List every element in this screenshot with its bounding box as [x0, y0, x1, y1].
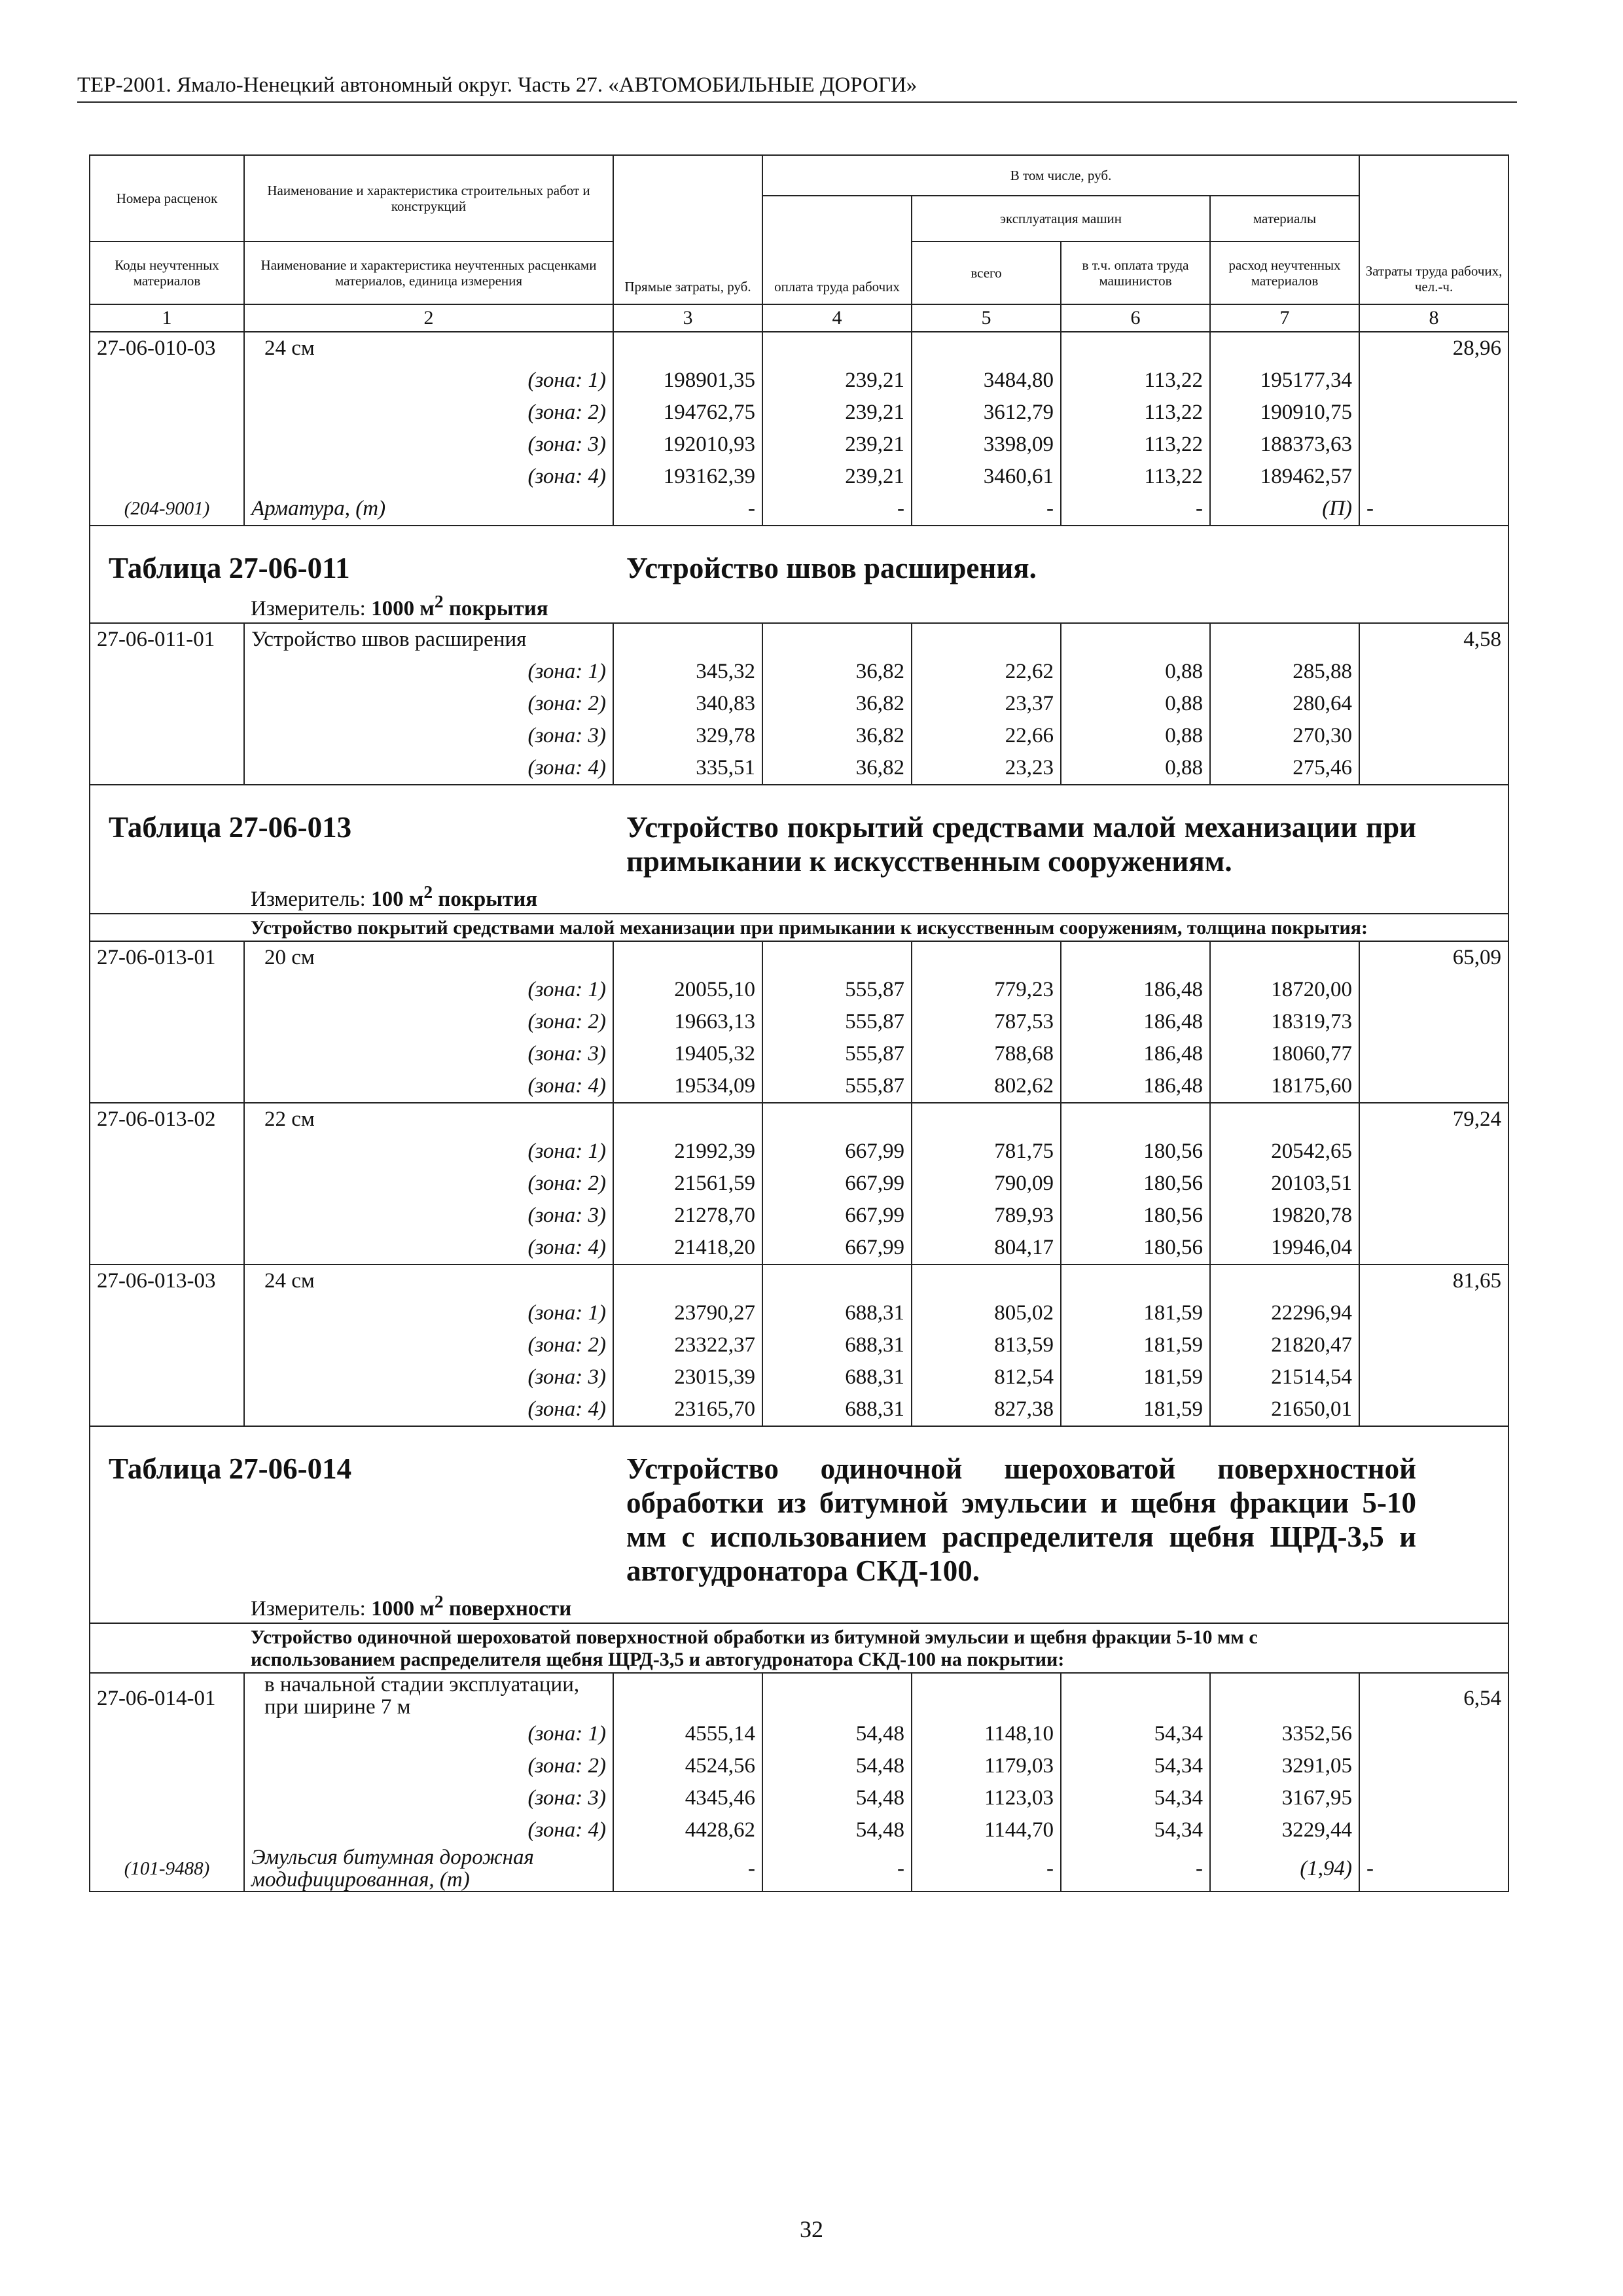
rate-name: 24 см: [244, 332, 613, 365]
zone-row: (зона: 2) 194762,75 239,21 3612,79 113,22 190910,75: [90, 397, 1508, 429]
zone-row: (зона: 1) 23790,27 688,31 805,02 181,59 22296,94: [90, 1297, 1508, 1329]
table-27-06-014: [90, 1426, 1508, 1892]
header-col2-top: Наименование и характеристика строительных работ и конструкций: [244, 155, 613, 242]
col-number: 5: [912, 304, 1061, 332]
zone-row: (зона: 4) 4428,62 54,48 1144,70 54,34 3229,44: [90, 1814, 1508, 1846]
col-number: 7: [1210, 304, 1359, 332]
table-title: Устройство покрытий средствами малой механизации при примыкании к искусственным сооружениям.: [626, 811, 1417, 878]
measure: Измеритель: 1000 $м^2$ поверхности: [244, 1588, 1508, 1623]
zone-row: (зона: 2) 21561,59 667,99 790,09 180,56 20103,51: [90, 1168, 1508, 1200]
zone-row: (зона: 3) 329,78 36,82 22,66 0,88 270,30: [90, 720, 1508, 752]
col-number: 6: [1061, 304, 1210, 332]
rate-code: 27-06-011-01: [90, 623, 244, 656]
zone-row: (зона: 3) 23015,39 688,31 812,54 181,59 21514,54: [90, 1361, 1508, 1393]
rates-table-container: [89, 154, 1508, 1892]
rate-name: в начальной стадии эксплуатации, при ширине 7 м: [244, 1673, 613, 1718]
rate-code: 27-06-013-01: [90, 941, 244, 974]
section-description: Устройство одиночной шероховатой поверхностной обработки из битумной эмульсии и щебня фракции 5-10 мм с использованием распределителя щебня ЩРД-3,5 и автогудронатора СКД-100 на покрытии:: [244, 1623, 1508, 1673]
header-machines: эксплуатация машин: [912, 196, 1210, 242]
block-010-03: [90, 332, 1508, 526]
table-number: Таблица 27-06-013: [109, 811, 352, 844]
zone-row: (зона: 4) 335,51 36,82 23,23 0,88 275,46: [90, 752, 1508, 785]
zone-row: (зона: 3) 192010,93 239,21 3398,09 113,22 188373,63: [90, 429, 1508, 461]
rate-name: 20 см: [244, 941, 613, 974]
labor-value: 6,54: [1359, 1673, 1508, 1718]
header-materials-used: расход неучтенных материалов: [1210, 242, 1359, 304]
zone-row: (зона: 3) 21278,70 667,99 789,93 180,56 19820,78: [90, 1200, 1508, 1232]
table-number: Таблица 27-06-014: [109, 1452, 352, 1485]
header-materials: материалы: [1210, 196, 1359, 242]
zone-row: (зона: 1) 4555,14 54,48 1148,10 54,34 3352,56: [90, 1718, 1508, 1750]
measure: Измеритель: 1000 $м^2$ покрытия: [244, 588, 1508, 623]
table-27-06-013: [90, 785, 1508, 1426]
zone-row: (зона: 1) 345,32 36,82 22,62 0,88 285,88: [90, 656, 1508, 688]
labor-value: 65,09: [1359, 941, 1508, 974]
col-number: 3: [613, 304, 762, 332]
rate-code: 27-06-010-03: [90, 332, 244, 365]
zone-row: (зона: 4) 21418,20 667,99 804,17 180,56 19946,04: [90, 1232, 1508, 1265]
rate-name: 22 см: [244, 1103, 613, 1136]
material-row: (101-9488) Эмульсия битумная дорожная модифицированная, (т) - - - - (1,94) -: [90, 1846, 1508, 1892]
table-title: Устройство одиночной шероховатой поверхностной обработки из битумной эмульсии и щебня фракции 5-10 мм с использованием распределителя щебня ЩРД-3,5 и автогудронатора СКД-100.: [626, 1452, 1417, 1587]
rate-name: 24 см: [244, 1265, 613, 1297]
table-27-06-011: [90, 526, 1508, 785]
header-col1-bottom: Коды неучтенных материалов: [90, 242, 244, 304]
labor-value: 79,24: [1359, 1103, 1508, 1136]
header-labor: оплата труда рабочих: [762, 196, 912, 304]
header-col2-bottom: Наименование и характеристика неучтенных расценками материалов, единица измерения: [244, 242, 613, 304]
header-direct-costs: Прямые затраты, руб.: [613, 155, 762, 304]
zone-row: (зона: 1) 21992,39 667,99 781,75 180,56 20542,65: [90, 1136, 1508, 1168]
rate-code: 27-06-014-01: [90, 1673, 244, 1718]
table-title: Устройство швов расширения.: [626, 552, 1037, 584]
rate-name: Устройство швов расширения: [244, 623, 613, 656]
header-machines-total: всего: [912, 242, 1061, 304]
header-machines-labor: в т.ч. оплата труда машинистов: [1061, 242, 1210, 304]
running-head: ТЕР-2001. Ямало-Ненецкий автономный округ. Часть 27. «АВТОМОБИЛЬНЫЕ ДОРОГИ»: [77, 73, 1517, 103]
col-number: 2: [244, 304, 613, 332]
zone-row: (зона: 1) 198901,35 239,21 3484,80 113,22 195177,34: [90, 365, 1508, 397]
zone-row: (зона: 2) 19663,13 555,87 787,53 186,48 18319,73: [90, 1006, 1508, 1038]
table-number: Таблица 27-06-011: [109, 552, 350, 584]
header-col1-top: Номера расценок: [90, 155, 244, 242]
col-number: 4: [762, 304, 912, 332]
zone-row: (зона: 2) 23322,37 688,31 813,59 181,59 21820,47: [90, 1329, 1508, 1361]
rate-code: 27-06-013-03: [90, 1265, 244, 1297]
zone-row: (зона: 4) 193162,39 239,21 3460,61 113,22 189462,57: [90, 461, 1508, 493]
rate-code: 27-06-013-02: [90, 1103, 244, 1136]
rates-table: [89, 154, 1509, 1892]
labor-value: 4,58: [1359, 623, 1508, 656]
section-description: Устройство покрытий средствами малой механизации при примыкании к искусственным сооружениям, толщина покрытия:: [244, 914, 1508, 941]
zone-row: (зона: 1) 20055,10 555,87 779,23 186,48 18720,00: [90, 974, 1508, 1006]
zone-row: (зона: 4) 23165,70 688,31 827,38 181,59 21650,01: [90, 1393, 1508, 1426]
zone-row: (зона: 3) 19405,32 555,87 788,68 186,48 18060,77: [90, 1038, 1508, 1070]
table-header: [90, 155, 1508, 332]
col-number: 1: [90, 304, 244, 332]
labor-value: 81,65: [1359, 1265, 1508, 1297]
zone-row: (зона: 2) 4524,56 54,48 1179,03 54,34 3291,05: [90, 1750, 1508, 1782]
zone-row: (зона: 2) 340,83 36,82 23,37 0,88 280,64: [90, 688, 1508, 720]
labor-value: 28,96: [1359, 332, 1508, 365]
zone-row: (зона: 4) 19534,09 555,87 802,62 186,48 18175,60: [90, 1070, 1508, 1103]
zone-row: (зона: 3) 4345,46 54,48 1123,03 54,34 3167,95: [90, 1782, 1508, 1814]
col-number: 8: [1359, 304, 1508, 332]
header-in-total: В том числе, руб.: [762, 155, 1359, 196]
header-labor-cost: Затраты труда рабочих, чел.-ч.: [1359, 155, 1508, 304]
page-number: 32: [800, 2216, 823, 2242]
material-row: (204-9001) Арматура, (т) - - - - (П) -: [90, 493, 1508, 526]
measure: Измеритель: 100 $м^2$ покрытия: [244, 878, 1508, 914]
